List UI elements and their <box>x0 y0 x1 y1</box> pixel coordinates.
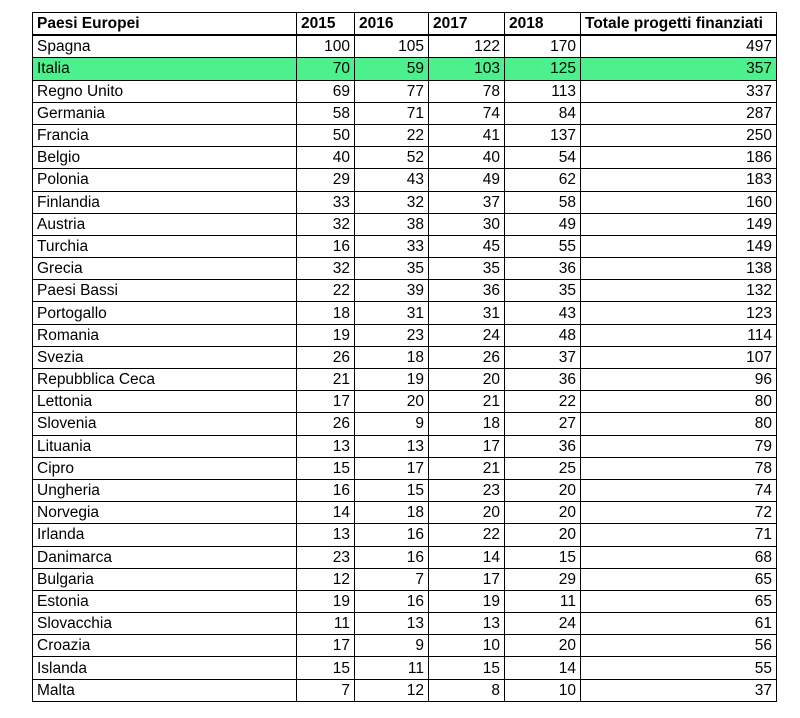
cell-2015: 50 <box>297 124 355 146</box>
cell-2016: 16 <box>355 524 429 546</box>
cell-2016: 35 <box>355 258 429 280</box>
cell-2016: 7 <box>355 568 429 590</box>
cell-2015: 13 <box>297 435 355 457</box>
cell-2017: 103 <box>429 58 505 80</box>
cell-total: 71 <box>581 524 777 546</box>
cell-country: Austria <box>33 213 297 235</box>
cell-2017: 20 <box>429 369 505 391</box>
cell-total: 72 <box>581 502 777 524</box>
cell-2018: 36 <box>505 258 581 280</box>
cell-2018: 170 <box>505 35 581 58</box>
cell-total: 149 <box>581 235 777 257</box>
table-row <box>33 590 777 612</box>
cell-country: Belgio <box>33 147 297 169</box>
cell-2016: 52 <box>355 147 429 169</box>
cell-total: 78 <box>581 457 777 479</box>
cell-2016: 11 <box>355 657 429 679</box>
table-row <box>33 346 777 368</box>
cell-2016: 16 <box>355 546 429 568</box>
cell-2016: 31 <box>355 302 429 324</box>
cell-2018: 36 <box>505 369 581 391</box>
header-2018: 2018 <box>505 13 581 36</box>
table-row <box>33 258 777 280</box>
cell-country: Lettonia <box>33 391 297 413</box>
cell-2018: 10 <box>505 679 581 701</box>
cell-2017: 24 <box>429 324 505 346</box>
cell-2015: 40 <box>297 147 355 169</box>
cell-country: Malta <box>33 679 297 701</box>
cell-country: Danimarca <box>33 546 297 568</box>
cell-country: Paesi Bassi <box>33 280 297 302</box>
cell-2017: 74 <box>429 102 505 124</box>
table-row <box>33 302 777 324</box>
table-row <box>33 479 777 501</box>
cell-2017: 40 <box>429 147 505 169</box>
cell-2018: 20 <box>505 524 581 546</box>
table-row <box>33 235 777 257</box>
cell-total: 80 <box>581 391 777 413</box>
cell-2018: 84 <box>505 102 581 124</box>
header-country: Paesi Europei <box>33 13 297 36</box>
cell-2018: 22 <box>505 391 581 413</box>
table-row <box>33 213 777 235</box>
cell-2016: 9 <box>355 413 429 435</box>
table-row <box>33 568 777 590</box>
cell-2016: 33 <box>355 235 429 257</box>
table-row <box>33 546 777 568</box>
cell-2015: 26 <box>297 346 355 368</box>
cell-2017: 8 <box>429 679 505 701</box>
table-row <box>33 435 777 457</box>
cell-2017: 22 <box>429 524 505 546</box>
table-body <box>33 35 777 701</box>
cell-total: 160 <box>581 191 777 213</box>
cell-2017: 14 <box>429 546 505 568</box>
table-row <box>33 457 777 479</box>
table-row <box>33 191 777 213</box>
cell-2015: 11 <box>297 613 355 635</box>
cell-2016: 18 <box>355 346 429 368</box>
cell-total: 357 <box>581 58 777 80</box>
cell-country: Germania <box>33 102 297 124</box>
cell-2015: 23 <box>297 546 355 568</box>
cell-country: Grecia <box>33 258 297 280</box>
cell-country: Norvegia <box>33 502 297 524</box>
cell-total: 250 <box>581 124 777 146</box>
cell-2017: 37 <box>429 191 505 213</box>
cell-country: Croazia <box>33 635 297 657</box>
table-row <box>33 413 777 435</box>
header-row <box>33 13 777 36</box>
cell-2015: 17 <box>297 391 355 413</box>
cell-2016: 13 <box>355 435 429 457</box>
cell-2016: 43 <box>355 169 429 191</box>
cell-2016: 13 <box>355 613 429 635</box>
cell-2016: 38 <box>355 213 429 235</box>
cell-2018: 11 <box>505 590 581 612</box>
cell-country: Portogallo <box>33 302 297 324</box>
cell-2018: 25 <box>505 457 581 479</box>
cell-2018: 24 <box>505 613 581 635</box>
cell-2018: 113 <box>505 80 581 102</box>
cell-2018: 49 <box>505 213 581 235</box>
table-header <box>33 13 777 36</box>
table-row <box>33 80 777 102</box>
cell-2015: 15 <box>297 657 355 679</box>
cell-2016: 71 <box>355 102 429 124</box>
cell-2017: 45 <box>429 235 505 257</box>
cell-total: 56 <box>581 635 777 657</box>
cell-2016: 23 <box>355 324 429 346</box>
table-row <box>33 635 777 657</box>
cell-total: 61 <box>581 613 777 635</box>
cell-2016: 77 <box>355 80 429 102</box>
cell-2016: 20 <box>355 391 429 413</box>
cell-country: Turchia <box>33 235 297 257</box>
cell-2015: 22 <box>297 280 355 302</box>
cell-total: 96 <box>581 369 777 391</box>
table-row <box>33 124 777 146</box>
cell-country: Romania <box>33 324 297 346</box>
cell-country: Ungheria <box>33 479 297 501</box>
table-row <box>33 324 777 346</box>
table-row <box>33 169 777 191</box>
cell-2015: 12 <box>297 568 355 590</box>
cell-2017: 122 <box>429 35 505 58</box>
table-row <box>33 524 777 546</box>
cell-2018: 27 <box>505 413 581 435</box>
header-2015: 2015 <box>297 13 355 36</box>
cell-2017: 10 <box>429 635 505 657</box>
cell-total: 114 <box>581 324 777 346</box>
cell-2016: 19 <box>355 369 429 391</box>
cell-2018: 20 <box>505 635 581 657</box>
cell-2017: 21 <box>429 391 505 413</box>
cell-2015: 32 <box>297 258 355 280</box>
table-row <box>33 657 777 679</box>
cell-total: 107 <box>581 346 777 368</box>
header-total: Totale progetti finanziati <box>581 13 777 36</box>
cell-2016: 15 <box>355 479 429 501</box>
table-row <box>33 502 777 524</box>
cell-country: Islanda <box>33 657 297 679</box>
cell-country: Regno Unito <box>33 80 297 102</box>
cell-country: Cipro <box>33 457 297 479</box>
cell-2017: 41 <box>429 124 505 146</box>
cell-2017: 17 <box>429 435 505 457</box>
cell-2015: 100 <box>297 35 355 58</box>
cell-total: 337 <box>581 80 777 102</box>
cell-total: 65 <box>581 590 777 612</box>
cell-2017: 35 <box>429 258 505 280</box>
cell-2017: 26 <box>429 346 505 368</box>
table-row <box>33 369 777 391</box>
cell-total: 123 <box>581 302 777 324</box>
cell-total: 79 <box>581 435 777 457</box>
cell-2016: 18 <box>355 502 429 524</box>
cell-2017: 15 <box>429 657 505 679</box>
table-row <box>33 147 777 169</box>
cell-total: 80 <box>581 413 777 435</box>
cell-2017: 18 <box>429 413 505 435</box>
cell-country: Polonia <box>33 169 297 191</box>
cell-country: Svezia <box>33 346 297 368</box>
cell-total: 497 <box>581 35 777 58</box>
cell-total: 74 <box>581 479 777 501</box>
cell-2017: 13 <box>429 613 505 635</box>
cell-2015: 7 <box>297 679 355 701</box>
cell-2018: 15 <box>505 546 581 568</box>
cell-2017: 49 <box>429 169 505 191</box>
cell-2018: 29 <box>505 568 581 590</box>
cell-2016: 39 <box>355 280 429 302</box>
cell-2015: 13 <box>297 524 355 546</box>
cell-country: Slovacchia <box>33 613 297 635</box>
cell-2015: 33 <box>297 191 355 213</box>
cell-2018: 62 <box>505 169 581 191</box>
cell-2018: 36 <box>505 435 581 457</box>
table-row <box>33 58 777 80</box>
cell-2015: 15 <box>297 457 355 479</box>
table-row <box>33 280 777 302</box>
table-row <box>33 35 777 58</box>
cell-2016: 16 <box>355 590 429 612</box>
cell-2016: 12 <box>355 679 429 701</box>
cell-2016: 9 <box>355 635 429 657</box>
table-row <box>33 391 777 413</box>
cell-2016: 22 <box>355 124 429 146</box>
cell-2015: 18 <box>297 302 355 324</box>
cell-2016: 32 <box>355 191 429 213</box>
cell-country: Estonia <box>33 590 297 612</box>
cell-2015: 29 <box>297 169 355 191</box>
cell-2016: 59 <box>355 58 429 80</box>
cell-total: 55 <box>581 657 777 679</box>
cell-country: Bulgaria <box>33 568 297 590</box>
cell-2015: 19 <box>297 324 355 346</box>
cell-2015: 26 <box>297 413 355 435</box>
header-2017: 2017 <box>429 13 505 36</box>
cell-2017: 30 <box>429 213 505 235</box>
cell-2018: 14 <box>505 657 581 679</box>
cell-total: 287 <box>581 102 777 124</box>
cell-2015: 21 <box>297 369 355 391</box>
cell-country: Repubblica Ceca <box>33 369 297 391</box>
table-row <box>33 613 777 635</box>
cell-country: Lituania <box>33 435 297 457</box>
cell-2017: 31 <box>429 302 505 324</box>
cell-total: 138 <box>581 258 777 280</box>
cell-country: Italia <box>33 58 297 80</box>
cell-2015: 19 <box>297 590 355 612</box>
cell-country: Francia <box>33 124 297 146</box>
cell-2015: 58 <box>297 102 355 124</box>
cell-2018: 48 <box>505 324 581 346</box>
cell-2015: 16 <box>297 479 355 501</box>
cell-2016: 17 <box>355 457 429 479</box>
cell-2017: 21 <box>429 457 505 479</box>
table-row <box>33 102 777 124</box>
cell-2017: 78 <box>429 80 505 102</box>
cell-2015: 32 <box>297 213 355 235</box>
cell-2015: 14 <box>297 502 355 524</box>
cell-total: 37 <box>581 679 777 701</box>
cell-total: 68 <box>581 546 777 568</box>
cell-2018: 54 <box>505 147 581 169</box>
cell-country: Finlandia <box>33 191 297 213</box>
cell-2017: 23 <box>429 479 505 501</box>
cell-2018: 20 <box>505 479 581 501</box>
cell-total: 149 <box>581 213 777 235</box>
cell-2015: 70 <box>297 58 355 80</box>
cell-2018: 137 <box>505 124 581 146</box>
cell-2015: 17 <box>297 635 355 657</box>
cell-2017: 19 <box>429 590 505 612</box>
funded-projects-table <box>32 12 777 702</box>
cell-2018: 58 <box>505 191 581 213</box>
cell-2018: 43 <box>505 302 581 324</box>
cell-2017: 36 <box>429 280 505 302</box>
cell-country: Irlanda <box>33 524 297 546</box>
cell-country: Spagna <box>33 35 297 58</box>
cell-2015: 69 <box>297 80 355 102</box>
cell-2017: 17 <box>429 568 505 590</box>
cell-total: 65 <box>581 568 777 590</box>
cell-2016: 105 <box>355 35 429 58</box>
table-row <box>33 679 777 701</box>
cell-total: 132 <box>581 280 777 302</box>
cell-2018: 35 <box>505 280 581 302</box>
cell-country: Slovenia <box>33 413 297 435</box>
cell-2018: 125 <box>505 58 581 80</box>
cell-2015: 16 <box>297 235 355 257</box>
cell-total: 183 <box>581 169 777 191</box>
cell-2018: 20 <box>505 502 581 524</box>
header-2016: 2016 <box>355 13 429 36</box>
cell-2017: 20 <box>429 502 505 524</box>
table-container <box>32 12 777 702</box>
cell-2018: 37 <box>505 346 581 368</box>
cell-total: 186 <box>581 147 777 169</box>
cell-2018: 55 <box>505 235 581 257</box>
